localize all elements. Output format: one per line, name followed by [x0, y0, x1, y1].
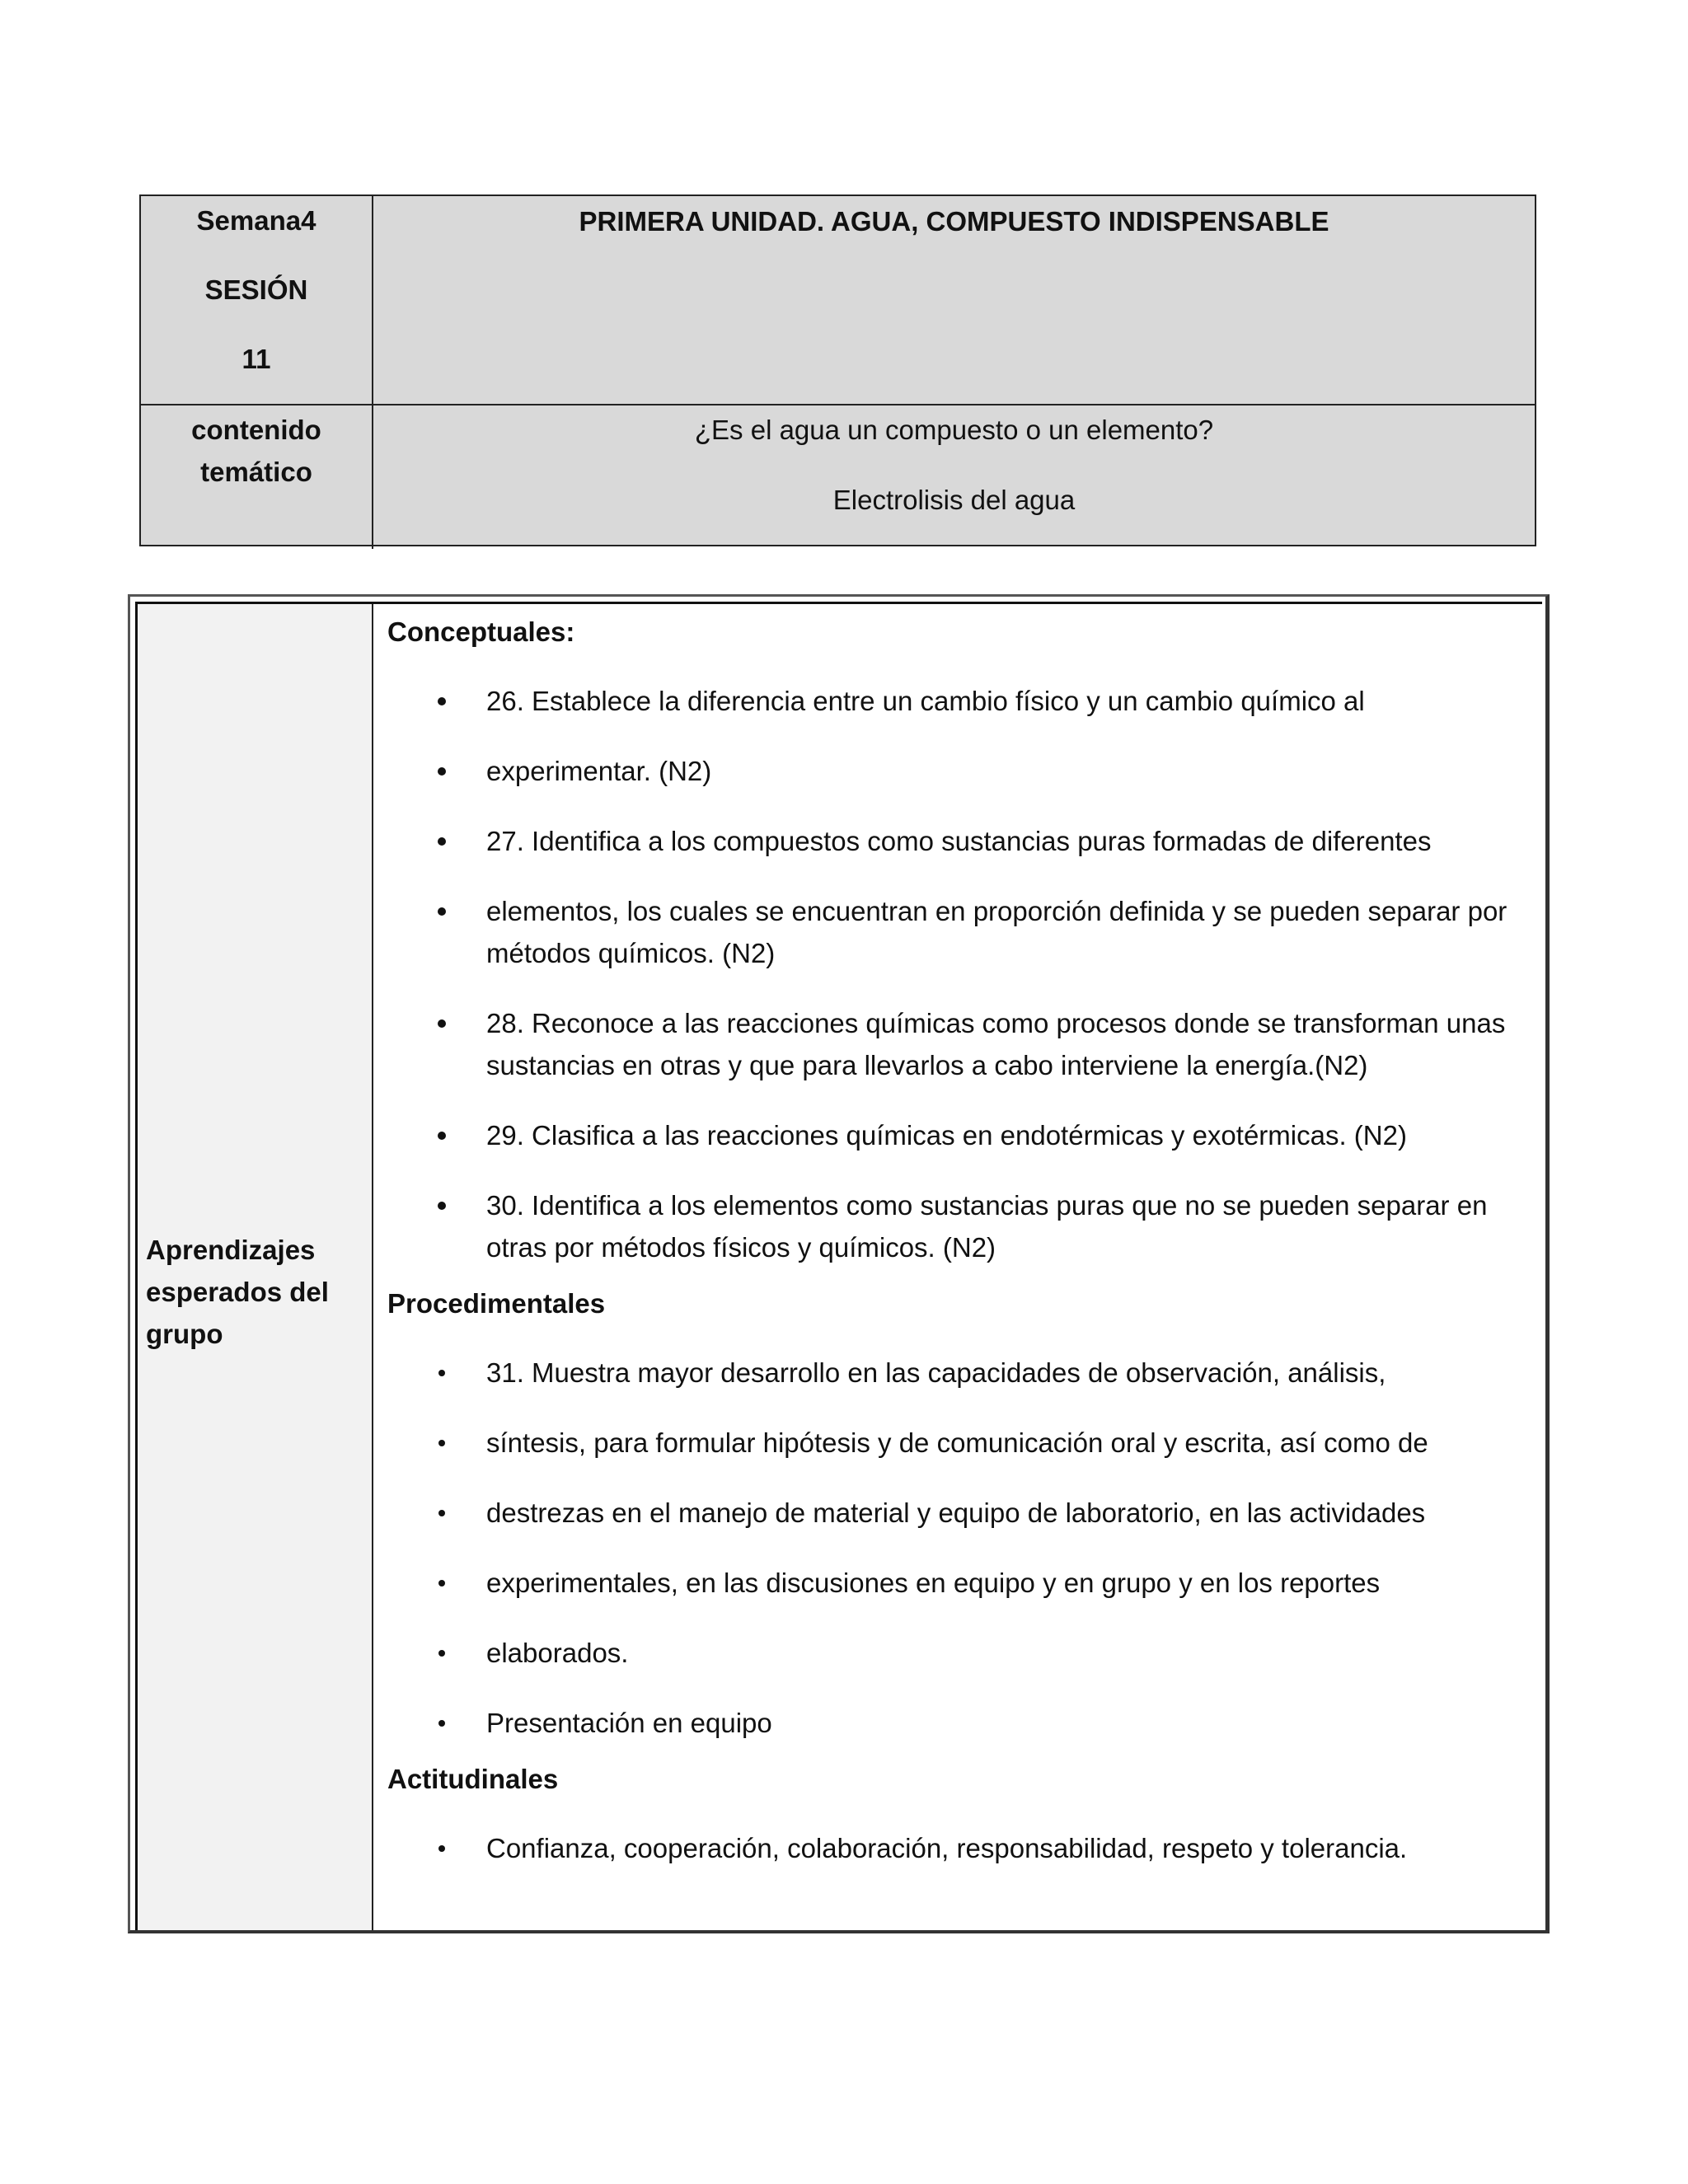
list-item: 28. Reconoce a las reacciones químicas como procesos donde se transforman unas sustancias en otras y que para llevarlos a cabo interviene la energía.(N2)	[387, 1002, 1532, 1086]
section-title-actitudinales: Actitudinales	[387, 1764, 559, 1794]
content-line: Electrolisis del agua	[832, 485, 1076, 515]
bullet-icon	[438, 1720, 445, 1727]
list-item: elementos, los cuales se encuentran en proporción definida y se pueden separar por métodos químicos. (N2)	[387, 890, 1532, 974]
bullet-icon	[438, 1845, 445, 1852]
content-line: ¿Es el agua un compuesto o un elemento?	[694, 415, 1214, 445]
content-label: contenido temático	[191, 415, 321, 487]
bullet-icon	[438, 1202, 446, 1210]
content-topics-cell	[373, 405, 1535, 549]
learning-outcomes-table	[128, 594, 1550, 1933]
unit-title: PRIMERA UNIDAD. AGUA, COMPUESTO INDISPENSABLE	[579, 206, 1329, 237]
outcomes-content-cell	[373, 604, 1542, 1930]
actitudinales-list	[387, 1827, 1532, 1869]
bullet-icon	[438, 907, 446, 916]
outcomes-row-label: Aprendizajes esperados del grupo	[146, 1234, 329, 1349]
week-session-cell	[141, 196, 373, 405]
bullet-icon	[438, 1580, 445, 1586]
bullet-icon	[438, 1650, 445, 1657]
session-label: SESIÓN	[204, 274, 308, 305]
bullet-icon	[438, 837, 446, 846]
list-item: Confianza, cooperación, colaboración, responsabilidad, respeto y tolerancia.	[387, 1827, 1532, 1869]
list-item: 30. Identifica a los elementos como sustancias puras que no se pueden separar en otras por métodos físicos y químicos. (N2)	[387, 1184, 1532, 1268]
list-item: síntesis, para formular hipótesis y de comunicación oral y escrita, así como de	[387, 1422, 1532, 1464]
list-item: 27. Identifica a los compuestos como sustancias puras formadas de diferentes	[387, 820, 1532, 862]
week-label: Semana4	[196, 205, 316, 236]
session-number: 11	[241, 344, 271, 374]
section-title-conceptuales: Conceptuales:	[387, 616, 575, 647]
list-item: 26. Establece la diferencia entre un cambio físico y un cambio químico al	[387, 680, 1532, 722]
bullet-icon	[438, 1440, 445, 1446]
conceptuales-list	[387, 680, 1532, 1268]
bullet-icon	[438, 1132, 446, 1140]
bullet-icon	[438, 1510, 445, 1516]
list-item: 29. Clasifica a las reacciones químicas en endotérmicas y exotérmicas. (N2)	[387, 1114, 1532, 1156]
unit-title-cell	[373, 196, 1535, 405]
bullet-icon	[438, 1370, 445, 1376]
list-item: experimentales, en las discusiones en equipo y en grupo y en los reportes	[387, 1562, 1532, 1604]
list-item: elaborados.	[387, 1632, 1532, 1674]
list-item: destrezas en el manejo de material y equipo de laboratorio, en las actividades	[387, 1492, 1532, 1534]
session-header-table	[139, 194, 1536, 546]
bullet-icon	[438, 697, 446, 705]
list-item: Presentación en equipo	[387, 1702, 1532, 1744]
procedimentales-list	[387, 1352, 1532, 1744]
content-label-cell	[141, 405, 373, 549]
list-item: 31. Muestra mayor desarrollo en las capacidades de observación, análisis,	[387, 1352, 1532, 1394]
outcomes-label-cell	[138, 604, 373, 1930]
bullet-icon	[438, 767, 446, 776]
section-title-procedimentales: Procedimentales	[387, 1288, 606, 1319]
list-item: experimentar. (N2)	[387, 750, 1532, 792]
bullet-icon	[438, 1019, 446, 1028]
